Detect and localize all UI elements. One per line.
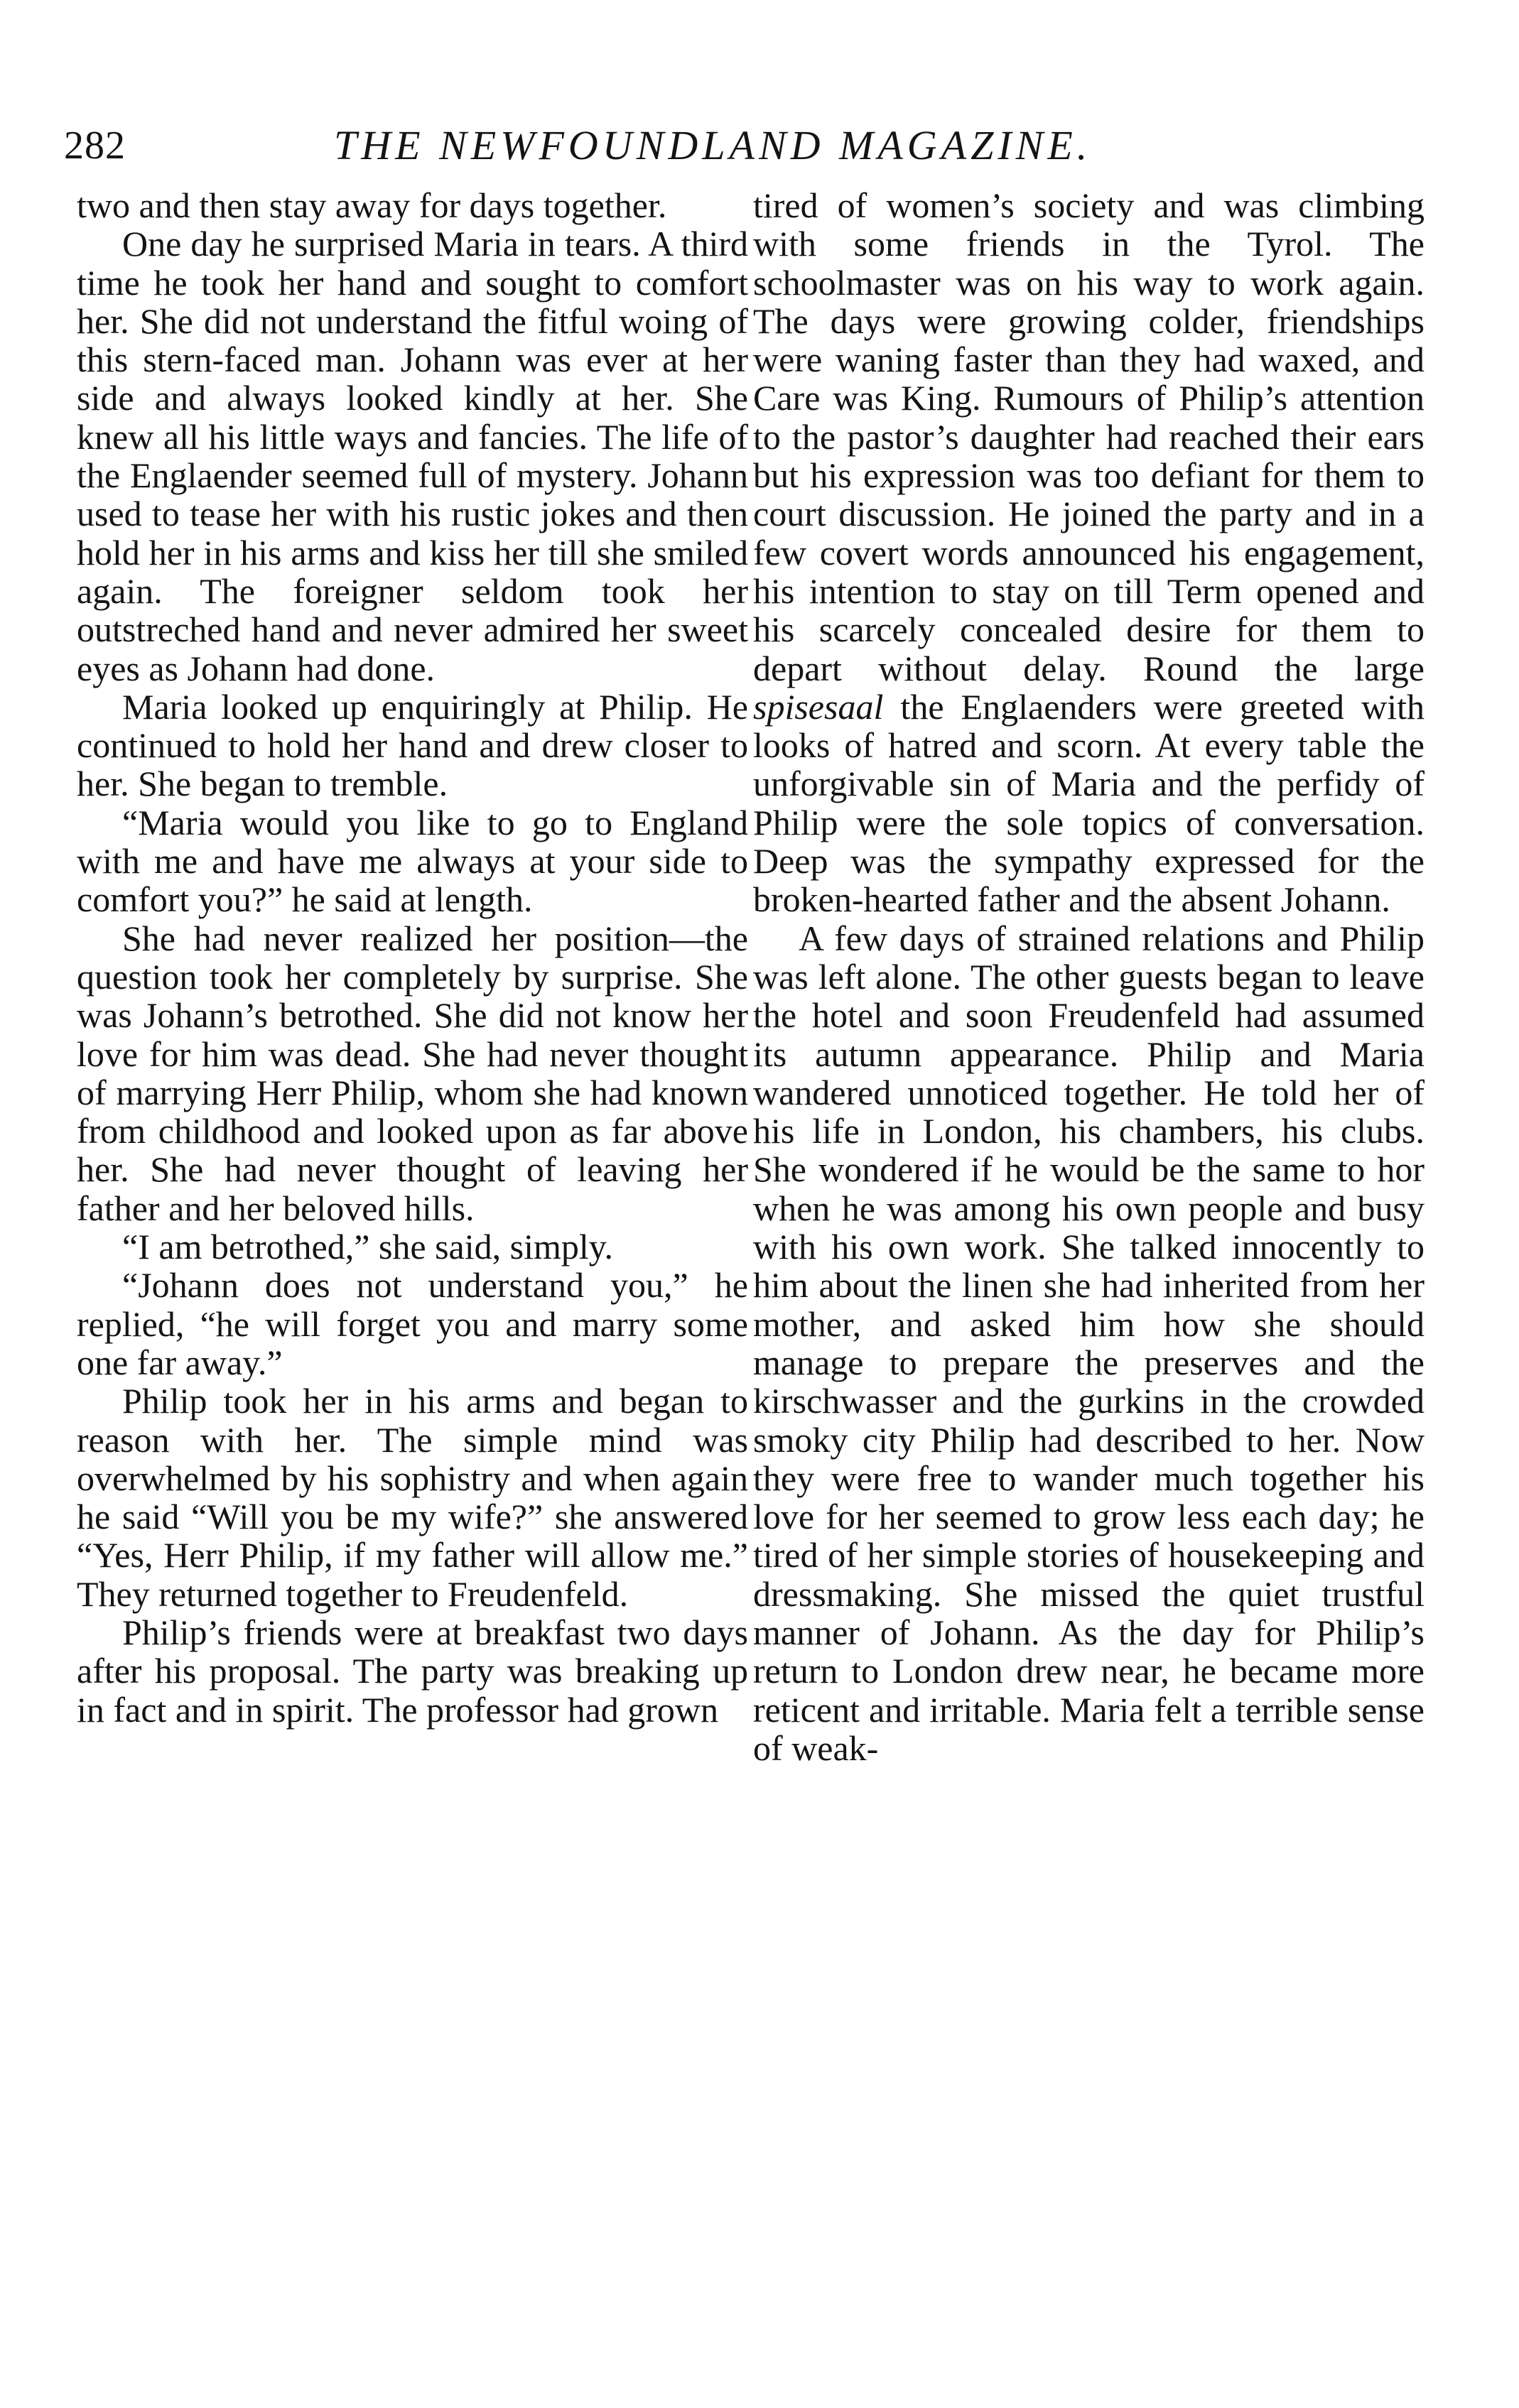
left-paragraph-5: She had never realized her position—the question took her completely by surprise. She was Johann’s betrothed. She did not know her love for him was dead. She had never thought of marrying Herr Philip, whom she had known from childhood and looked upon as far above her. She had never thought of leaving her father and her beloved hills. (77, 918, 748, 1228)
left-paragraph-2: One day he surprised Maria in tears. A third time he took her hand and sought to comfort her. She did not understand the fitful woing of this stern-faced man. Johann was ever at her side and always looked kindly at her. She knew all his little ways and fancies. The life of the Englaender seemed full of mystery. Johann used to tease her with his rustic jokes and then hold her in his arms and kiss her till she smiled again. The foreigner seldom took her outstreched hand and never admired her sweet eyes as Johann had done. (77, 224, 748, 688)
left-paragraph-6: “I am betrothed,” she said, simply. (122, 1227, 614, 1267)
left-paragraph-8: Philip took her in his arms and began to reason with her. The simple mind was overwhelmed by his sophistry and when again he said “Will you be my wife?” she answered “Yes, Herr Philip, if my father will allow me.” They returned together to Freudenfeld. (77, 1381, 748, 1614)
left-paragraph-4: “Maria would you like to go to England with me and have me always at your side to comfort you?” he said at length. (77, 802, 748, 920)
right-column (753, 186, 1425, 1767)
page-number: 282 (64, 124, 126, 168)
right-paragraph-1-end: the Englaenders were greeted with looks of hatred and scorn. At every table the unforgivable sin of Maria and the perfidy of Philip were the sole topics of conversation. Deep was the sympathy expressed for the broken-hearted father and the absent Johann. (753, 686, 1425, 920)
running-head (64, 114, 1456, 178)
right-paragraph-2: A few days of strained relations and Philip was left alone. The other guests began to leave the hotel and soon Freudenfeld had assumed its autumn appearance. Philip and Maria wandered unnoticed together. He told her of his life in London, his chambers, his clubs. She wondered if he would be the same to hor when he was among his own people and busy with his own work. She talked innocently to him about the linen she had inherited from her mother, and asked him how she should manage to prepare the preserves and the kirschwasser and the gurkins in the crowded smoky city Philip had described to her. Now they were free to wander much together his love for her seemed to grow less each day; he tired of her simple stories of housekeeping and dressmaking. She missed the quiet trustful manner of Johann. As the day for Philip’s return to London drew near, he became more reticent and irritable. Maria felt a terrible sense of weak- (753, 918, 1425, 1768)
left-paragraph-9: Philip’s friends were at breakfast two days after his proposal. The party was breaking up in fact and in spirit. The professor had grown (77, 1612, 748, 1730)
left-column (77, 186, 748, 1729)
spisesaal-italic: spisesaal (753, 686, 884, 727)
journal-title: THE NEWFOUNDLAND MAGAZINE. (334, 122, 1092, 168)
left-paragraph-3: Maria looked up enquiringly at Philip. He continued to hold her hand and drew closer to her. She began to tremble. (77, 686, 748, 804)
left-paragraph-1: two and then stay away for days together. (77, 185, 667, 225)
right-paragraph-1 (753, 186, 1425, 919)
left-paragraph-7: “Johann does not understand you,” he replied, “he will forget you and marry some one far away.” (77, 1265, 748, 1382)
right-paragraph-1-start: tired of women’s society and was climbing with some friends in the Tyrol. The schoolmaster was on his way to work again. The days were growing colder, friendships were waning faster than they had waxed, and Care was King. Rumours of Philip’s attention to the pastor’s daughter had reached their ears but his expression was too defiant for them to court discussion. He joined the party and in a few covert words announced his engagement, his intention to stay on till Term opened and his scarcely concealed desire for them to depart without delay. Round the large (753, 185, 1425, 688)
